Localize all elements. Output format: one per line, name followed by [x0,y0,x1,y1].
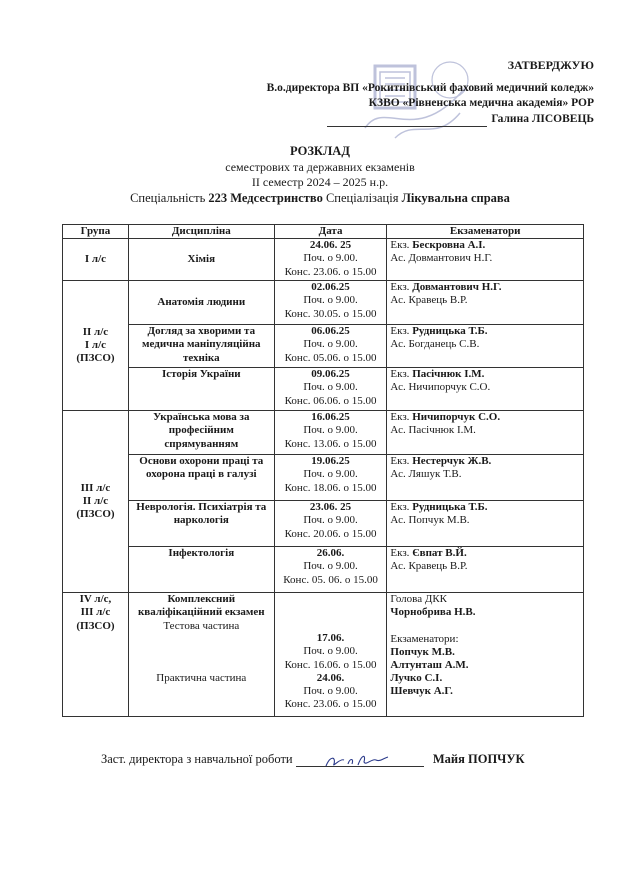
examiners-cell [387,455,584,501]
examiner-1: Екз. Рудницька Т.Б. [390,501,488,514]
group-cell: І л/с [63,239,129,281]
exam-consult: Конс. 23.06. о 15.00 [284,698,377,711]
complex-part-practical: Практична частина [156,671,247,684]
exam-date: 26.06. [316,547,345,560]
date-cell [274,281,387,325]
examiner-1: Екз. Рудницька Т.Б. [390,325,488,338]
table-row [63,368,584,411]
exam-consult: Конс. 06.06. о 15.00 [284,394,377,407]
examiner-name: Алтунташ А.М. [390,659,469,672]
exam-consult: Конс. 05. 06. о 15.00 [283,573,378,586]
examiners-cell [387,325,584,368]
date-cell [274,325,387,368]
examiners-cell [387,281,584,325]
exam-consult: Конс. 23.06. о 15.00 [284,265,377,278]
date-cell [274,239,387,281]
examiner-1: Екз. Довмантович Н.Г. [390,281,502,294]
footer-signature [101,752,525,767]
exam-start: Поч. о 9.00. [303,252,358,265]
examiners-cell [387,547,584,593]
exam-start: Поч. о 9.00. [303,645,358,658]
table-row [63,593,584,717]
table-header-row [63,225,584,239]
discipline-cell: Українська мова за професійним спрямуванням [128,411,274,455]
doc-subtitle: семестрових та державних екзаменів [225,160,415,174]
exam-consult: Конс. 30.05. о 15.00 [284,307,377,320]
table-row [63,281,584,325]
table-row [63,411,584,455]
exam-start: Поч. о 9.00. [303,294,358,307]
examiner-1: Екз. Бескровна А.І. [390,239,486,252]
examiner-2: Ас. Богданець С.В. [390,338,480,351]
discipline-cell: Неврологія. Психіатрія та наркологія [128,501,274,547]
examiner-2: Ас. Довмантович Н.Г. [390,252,493,265]
chair-label: Голова ДКК [390,593,448,606]
exam-start: Поч. о 9.00. [303,685,358,698]
header-discipline: Дисципліна [128,225,274,239]
examiners-label: Екзаменатори: [390,632,459,645]
approval-signature-line [267,112,594,128]
table-row [63,239,584,281]
examiner-1: Екз. Ничипорчук С.О. [390,411,501,424]
exam-consult: Конс. 16.06. о 15.00 [284,658,377,671]
examiner-1: Екз. Пасічнюк І.М. [390,368,485,381]
table-row [63,501,584,547]
date-cell [274,547,387,593]
table-row [63,547,584,593]
examiner-2: Ас. Попчук М.В. [390,514,470,527]
complex-part-test: Тестова частина [163,619,240,632]
exam-start: Поч. о 9.00. [303,514,358,527]
spec-prefix: Спеціальність [130,191,209,205]
footer-label: Заст. директора з навчальної роботи [101,752,293,766]
exam-date: 19.06.25 [311,455,350,468]
complex-title: Комплексний кваліфікаційний екзамен [137,593,265,619]
header-examiners: Екзаменатори [387,225,584,239]
exam-date: 24.06. 25 [309,239,352,252]
date-cell [274,411,387,455]
exam-start: Поч. о 9.00. [303,468,358,481]
examiner-1: Екз. Євпат В.Й. [390,547,467,560]
examiners-cell [387,593,584,717]
discipline-cell: Догляд за хворими та медична маніпуляційна техніка [128,325,274,368]
header-date: Дата [274,225,387,239]
examiners-cell [387,411,584,455]
discipline-cell: Основи охорони праці та охорона праці в галузі [128,455,274,501]
exam-consult: Конс. 05.06. о 15.00 [284,351,377,364]
exam-date: 02.06.25 [311,281,350,294]
spec-name: 223 Медсестринство [208,191,323,205]
exam-date: 24.06. [316,671,345,684]
exam-consult: Конс. 20.06. о 15.00 [284,527,377,540]
approval-block [267,58,594,127]
footer-signature-line [296,752,424,767]
exam-start: Поч. о 9.00. [303,424,358,437]
examiner-2: Ас. Пасічнюк І.М. [390,424,476,437]
approval-heading: ЗАТВЕРДЖУЮ [507,58,594,72]
examiners-cell [387,501,584,547]
examiner-2: Ас. Кравець В.Р. [390,294,468,307]
examiner-name: Попчук М.В. [390,645,455,658]
date-cell [274,455,387,501]
discipline-cell: Інфектологія [128,547,274,593]
examiner-1: Екз. Нестерчук Ж.В. [390,455,492,468]
examiner-2: Ас. Ничипорчук С.О. [390,381,491,394]
examiner-name: Шевчук А.Г. [390,685,453,698]
examiner-name: Лучко С.І. [390,672,443,685]
doc-title: РОЗКЛАД [290,144,350,158]
exam-date: 23.06. 25 [309,501,352,514]
table-row [63,325,584,368]
spec-name-2: Лікувальна справа [401,191,510,205]
examiners-cell [387,239,584,281]
handwritten-signature [296,752,424,770]
signature-underline [327,126,487,127]
approval-line-2: КЗВО «Рівненська медична академія» РОР [368,97,594,109]
discipline-cell: Хімія [128,239,274,281]
schedule-table [62,224,584,717]
group-cell: ІІІ л/с ІІ л/с (ПЗСО) [63,411,129,593]
spec-middle: Спеціалізація [322,191,402,205]
approval-line-1: В.о.директора ВП «Рокитнівський фаховий медичний коледж» [266,81,594,94]
exam-start: Поч. о 9.00. [303,560,358,573]
exam-consult: Конс. 18.06. о 15.00 [284,481,377,494]
approval-name: Галина ЛІСОВЕЦЬ [491,112,594,125]
chair-name: Чорнобрива Н.В. [390,606,476,619]
header-group: Група [63,225,129,239]
exam-start: Поч. о 9.00. [303,338,358,351]
exam-start: Поч. о 9.00. [303,381,358,394]
discipline-cell [128,593,274,717]
date-cell [274,368,387,411]
date-cell [274,593,387,717]
group-cell: ІV л/с, ІІІ л/с (ПЗСО) [63,593,129,717]
exam-date: 09.06.25 [311,368,350,381]
exam-date: 06.06.25 [311,325,350,338]
table-row [63,455,584,501]
examiner-2: Ас. Ляшук Т.В. [390,468,462,481]
footer-name: Майя ПОПЧУК [432,752,525,766]
group-cell: ІІ л/с І л/с (ПЗСО) [63,281,129,411]
discipline-cell: Історія України [128,368,274,411]
exam-date: 16.06.25 [311,411,350,424]
examiner-2: Ас. Кравець В.Р. [390,560,468,573]
exam-date: 17.06. [316,632,345,645]
discipline-cell: Анатомія людини [128,281,274,325]
doc-specialty [0,191,640,206]
doc-semester: ІІ семестр 2024 – 2025 н.р. [251,175,389,189]
examiners-cell [387,368,584,411]
exam-consult: Конс. 13.06. о 15.00 [284,437,377,450]
date-cell [274,501,387,547]
